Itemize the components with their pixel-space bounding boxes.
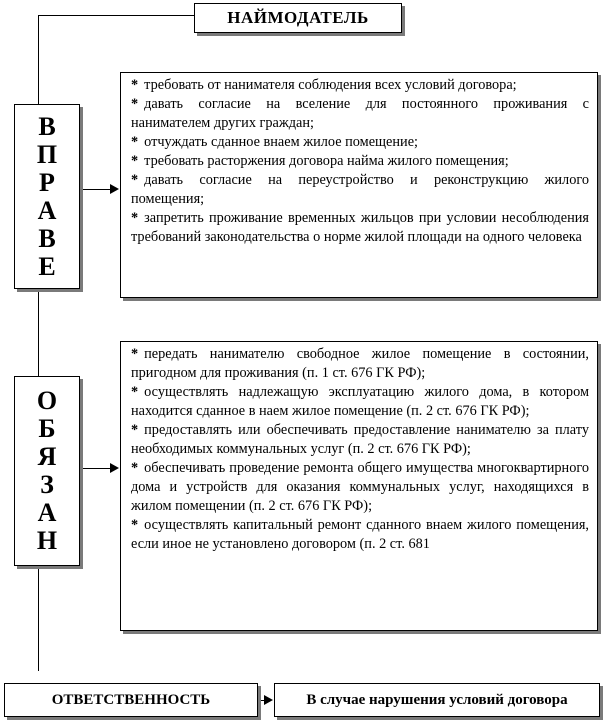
duties-connector [80,468,110,469]
rights-item: * давать согласие на вселение для постоянного проживания с нанимателем других граждан; [131,96,589,131]
rights-list-box [120,72,598,298]
duties-item: * осуществлять надлежащую эксплуатацию жилого дома, в котором находится сданное в наем жилое помещение (п. 2 ст. 676 ГК РФ); [131,384,589,419]
top-connector-horizontal [38,15,194,16]
duties-letter: О [36,386,58,415]
responsibility-label: ОТВЕТСТВЕННОСТЬ [51,691,211,708]
duties-letter: А [37,498,57,527]
rights-side-label [14,104,80,289]
rights-item: * давать согласие на переустройство и реконструкцию жилого помещения; [131,172,589,207]
landlord-box [194,3,402,33]
duties-letter: З [40,470,54,499]
duties-item: * передать нанимателю свободное жилое помещение в состоянии, пригодном для проживания (п. 1 ст. 676 ГК РФ); [131,346,589,381]
responsibility-arrow-icon [264,695,273,705]
rights-letter: В [38,223,56,253]
rights-item: * требовать от нанимателя соблюдения всех условий договора; [131,77,517,93]
duties-letter: Н [36,526,58,555]
rights-item: * отчуждать сданное внаем жилое помещение; [131,134,419,150]
duties-list-box [120,341,598,631]
rights-letter: А [37,195,57,225]
rights-letter: Е [38,251,56,281]
responsibility-box [4,683,258,717]
duties-item: * предоставлять или обеспечивать предоставление нанимателю за плату необходимых коммунальных услуг (п. 2 ст. 676 ГК РФ); [131,422,589,457]
rights-connector [80,189,110,190]
rights-letter: П [36,139,58,169]
duties-letter: Я [37,442,57,471]
consequence-box [274,683,600,717]
landlord-label: НАЙМОДАТЕЛЬ [227,8,369,27]
duties-side-label [14,376,80,566]
rights-letter: В [38,111,56,141]
duties-arrow-icon [110,463,119,473]
consequence-label: В случае нарушения условий договора [306,691,568,708]
duties-item: * осуществлять капитальный ремонт сданного внаем жилого помещения, если иное не установлено договором (п. 2 ст. 681 [131,517,589,552]
duties-item: * обеспечивать проведение ремонта общего имущества многоквартирного дома и устройств для оказания коммунальных услуг, находящихся в жилом помещении (п. 2 ст. 676 ГК РФ); [131,460,589,514]
rights-arrow-icon [110,184,119,194]
duties-letter: Б [38,414,56,443]
rights-item: * требовать расторжения договора найма жилого помещения; [131,153,509,169]
rights-item: * запретить проживание временных жильцов при условии несоблюдения требований законодательства о норме жилой площади на одного человека [131,210,589,245]
rights-letter: Р [39,167,55,197]
